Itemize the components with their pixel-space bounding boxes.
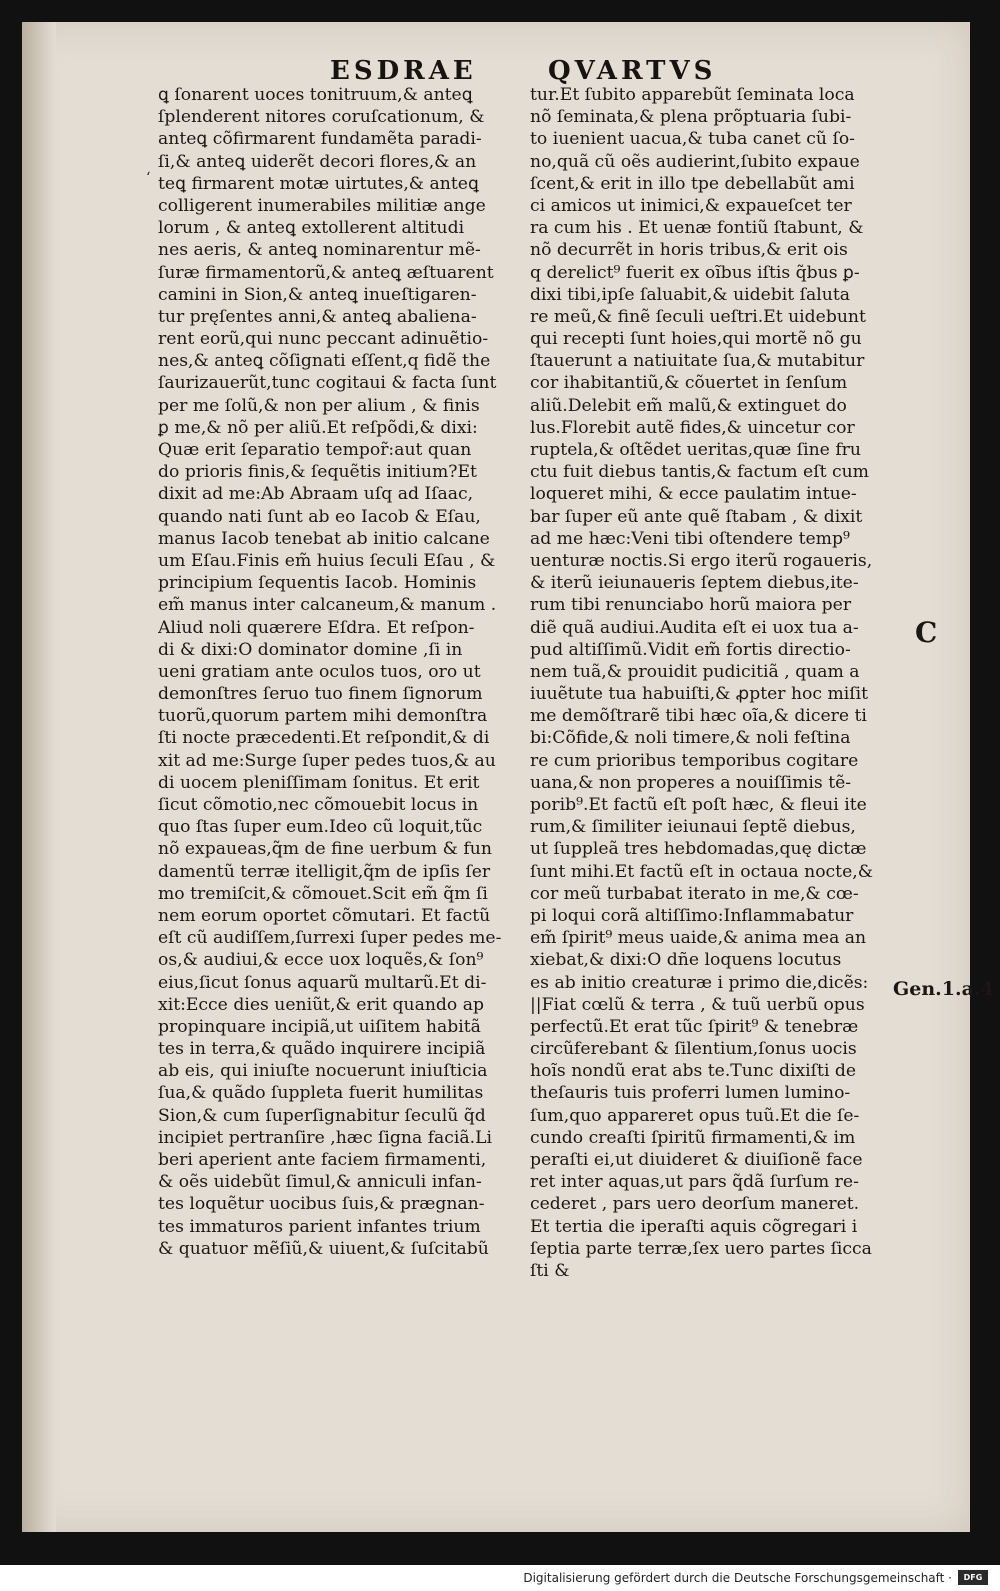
text-line: ſaurizauerũt,tunc cogitaui & facta ſunt bbox=[158, 373, 497, 394]
text-line: re cum prioribus temporibus cogitare bbox=[530, 750, 859, 771]
text-line: lorum , & anteꝗ extollerent altitudi bbox=[158, 218, 465, 239]
text-line: loqueret mihi, & ecce paulatim intue- bbox=[530, 484, 857, 505]
margin-scripture-reference: Gen.1.a.4 bbox=[893, 978, 994, 1000]
text-line: ſeptia parte terræ,ſex uero partes ſicca bbox=[530, 1238, 872, 1259]
text-line: perfectũ.Et erat tũc ſpirit⁹ & tenebræ bbox=[530, 1016, 859, 1037]
right-text-column bbox=[530, 84, 910, 1282]
text-line: & quatuor mẽſiũ,& uiuent,& ſuſcitabũ bbox=[158, 1238, 489, 1259]
text-line: peraſti ei,ut diuideret & diuiſionẽ face bbox=[530, 1150, 863, 1170]
text-line: do prioris finis,& ſequẽtis initium?Et bbox=[158, 462, 477, 483]
text-line: aliũ.Delebit em̃ malũ,& extinguet do bbox=[530, 395, 847, 416]
text-line: tes immaturos parient infantes trium bbox=[158, 1216, 481, 1237]
text-line: tuorũ,quorum partem mihi demonſtra bbox=[158, 706, 488, 727]
text-line: no,quã cũ oẽs audierint,ſubito expaue bbox=[530, 151, 860, 172]
text-line: di uocem pleniſſimam ſonitus. Et erit bbox=[158, 772, 480, 793]
text-line: colligerent inumerabiles militiæ ange bbox=[158, 195, 486, 216]
text-line: ret inter aquas,ut pars q̃dã ſurſum re- bbox=[530, 1172, 859, 1193]
text-line: rum,& ſimiliter ieiunaui ſeptẽ diebus, bbox=[530, 817, 856, 838]
text-line: ꝗ ſonarent uoces tonitruum,& anteꝗ bbox=[158, 85, 473, 105]
text-line: es ab initio creaturæ i primo die,dicẽs: bbox=[530, 972, 869, 993]
page-gutter bbox=[22, 22, 56, 1532]
text-line: per me ſolũ,& non per alium , & finis bbox=[158, 395, 480, 416]
text-line: anteꝗ cõfirmarent fundamẽta paradi- bbox=[158, 129, 482, 150]
text-line: iuuẽtute tua habuiſti,& ꝓpter hoc miſit bbox=[530, 684, 869, 705]
text-line: mo tremiſcit,& cõmouet.Scit em̃ q̃m ſi bbox=[158, 883, 488, 904]
text-line: principium ſequentis Iacob. Hominis bbox=[158, 573, 477, 594]
text-line: dixi tibi,ipſe ſaluabit,& uidebit ſaluta bbox=[530, 284, 851, 305]
text-line: ||Fiat cœlũ & terra , & tuũ uerbũ opus bbox=[530, 994, 865, 1015]
text-line: lus.Florebit autẽ fides,& uincetur cor bbox=[530, 417, 855, 438]
text-line: ab eis, qui iniuſte nocuerunt iniuſticia bbox=[158, 1061, 488, 1082]
text-line: pud altiſſimũ.Vidit em̃ fortis directio- bbox=[530, 639, 851, 660]
text-line: ſuræ firmamentorũ,& anteꝗ æſtuarent bbox=[158, 262, 494, 283]
text-line: damentũ terræ itelligit,q̃m de ipſis ſer bbox=[158, 861, 491, 882]
margin-tick: ‘ bbox=[146, 170, 151, 186]
text-line: rent eorũ,qui nunc peccant adinuẽtio- bbox=[158, 329, 489, 350]
text-line: tur pręſentes anni,& anteꝗ abaliena- bbox=[158, 306, 477, 327]
running-head-left: ESDRAE bbox=[330, 56, 477, 86]
text-line: nes,& anteꝗ cõſignati eſſent,q fidẽ the bbox=[158, 351, 491, 372]
text-line: dixit ad me:Ab Abraam uſq ad Iſaac, bbox=[158, 484, 474, 505]
text-line: demonſtres ſeruo tuo finem ſignorum bbox=[158, 684, 483, 705]
text-line: Sion,& cum ſuperſignabitur ſeculũ q̃d bbox=[158, 1105, 486, 1126]
text-line: cundo creaſti ſpiritũ firmamenti,& im bbox=[530, 1127, 856, 1148]
text-line: tes loquẽtur uocibus ſuis,& prægnan- bbox=[158, 1194, 485, 1215]
text-line: qui recepti ſunt hoies,qui mortẽ nõ gu bbox=[530, 329, 862, 350]
text-line: nes aeris, & anteꝗ nominarentur mẽ- bbox=[158, 240, 481, 261]
text-line: tes in terra,& quãdo inquirere incipiã bbox=[158, 1039, 486, 1060]
text-line: me demõſtrarẽ tibi hæc oĩa,& dicere ti bbox=[530, 706, 867, 727]
text-line: Et tertia die iperaſti aquis cõgregari i bbox=[530, 1216, 858, 1237]
text-line: quo ſtas ſuper eum.Ideo cũ loquit,tũc bbox=[158, 817, 483, 838]
text-line: xit ad me:Surge ſuper pedes tuos,& au bbox=[158, 750, 496, 771]
margin-section-letter: C bbox=[915, 616, 938, 649]
running-head-right: QVARTVS bbox=[548, 56, 717, 86]
text-line: hoĩs nondũ erat abs te.Tunc dixiſti de bbox=[530, 1061, 857, 1082]
text-line: to iuenient uacua,& tuba canet cũ ſo- bbox=[530, 129, 855, 150]
text-line: bi:Cõfide,& noli timere,& noli feſtina bbox=[530, 728, 851, 749]
text-line: bar ſuper eũ ante quẽ ſtabam , & dixit bbox=[530, 506, 863, 527]
text-line: eius,ſicut ſonus aquarũ multarũ.Et di- bbox=[158, 972, 487, 993]
text-line: & oẽs uidebũt ſimul,& anniculi infan- bbox=[158, 1172, 482, 1193]
text-line: nõ expaueas,q̃m de fine uerbum & fun bbox=[158, 839, 492, 860]
text-line: cor ihabitantiũ,& cõuertet in ſenſum bbox=[530, 373, 848, 394]
text-line: porib⁹.Et factũ eſt poſt hæc, & fleui ite bbox=[530, 795, 867, 815]
text-line: ſi,& anteꝗ uiderẽt decori flores,& an bbox=[158, 151, 477, 172]
text-line: uenturæ noctis.Si ergo iterũ rogaueris, bbox=[530, 550, 873, 571]
text-line: uana,& non properes a nouiſſimis tẽ- bbox=[530, 772, 852, 793]
text-line: em̃ manus inter calcaneum,& manum . bbox=[158, 595, 497, 616]
text-line: teꝗ firmarent motæ uirtutes,& anteꝗ bbox=[158, 173, 479, 194]
text-line: os,& audiui,& ecce uox loquẽs,& ſon⁹ bbox=[158, 950, 484, 971]
text-line: & iterũ ieiunaueris ſeptem diebus,ite- bbox=[530, 573, 859, 594]
text-line: eſt cũ audiſſem,ſurrexi ſuper pedes me- bbox=[158, 928, 502, 949]
text-line: re meũ,& finẽ ſeculi ueſtri.Et uidebunt bbox=[530, 306, 866, 327]
text-line: di & dixi:O dominator domine ,ſi in bbox=[158, 639, 463, 660]
text-line: q derelict⁹ fuerit ex oĩbus iſtis q̃bus ꝑ- bbox=[530, 262, 860, 283]
text-line: theſauris tuis proferri lumen lumino- bbox=[530, 1083, 851, 1104]
text-line: rum tibi renunciabo horũ maiora per bbox=[530, 595, 852, 616]
text-line: circũferebant & ſilentium,ſonus uocis bbox=[530, 1039, 857, 1060]
text-line: ſti nocte præcedenti.Et reſpondit,& di bbox=[158, 728, 490, 749]
text-line: nem tuã,& prouidit pudicitiã , quam a bbox=[530, 661, 860, 682]
text-line: camini in Sion,& anteꝗ inueſtigaren- bbox=[158, 284, 477, 305]
text-line: ꝑ me,& nõ per aliũ.Et reſpõdi,& dixi: bbox=[158, 417, 478, 438]
text-line: nõ decurrẽt in horis tribus,& erit ois bbox=[530, 240, 848, 261]
text-line: ſicut cõmotio,nec cõmouebit locus in bbox=[158, 795, 479, 815]
text-line: nem eorum oportet cõmutari. Et factũ bbox=[158, 905, 491, 926]
text-line: ci amicos ut inimici,& expaueſcet ter bbox=[530, 195, 852, 216]
text-line: xiebat,& dixi:O dñe loquens locutus bbox=[530, 950, 842, 971]
text-line: xit:Ecce dies ueniũt,& erit quando ap bbox=[158, 994, 484, 1015]
text-line: ut ſuppleã tres hebdomadas,quę dictæ bbox=[530, 839, 867, 860]
dfg-logo-icon: DFG bbox=[958, 1570, 988, 1585]
text-line: ueni gratiam ante oculos tuos, oro ut bbox=[158, 661, 481, 682]
text-line: em̃ ſpirit⁹ meus uaide,& anima mea an bbox=[530, 928, 867, 949]
text-line: beri aperient ante faciem firmamenti, bbox=[158, 1150, 487, 1170]
text-line: ſum,quo appareret opus tuũ.Et die ſe- bbox=[530, 1105, 860, 1126]
text-line: quando nati ſunt ab eo Iacob & Eſau, bbox=[158, 506, 481, 527]
text-line: ſcent,& erit in illo tpe debellabũt ami bbox=[530, 173, 855, 194]
text-line: cederet , pars uero deorſum maneret. bbox=[530, 1194, 860, 1215]
footer-credit: Digitalisierung gefördert durch die Deutsche Forschungsgemeinschaft · bbox=[523, 1571, 952, 1585]
text-line: cor meũ turbabat iterato in me,& cœ- bbox=[530, 883, 859, 904]
text-line: ſti & bbox=[530, 1260, 570, 1281]
text-line: ſua,& quãdo ſuppleta fuerit humilitas bbox=[158, 1083, 484, 1104]
text-line: diẽ quã audiui.Audita eſt ei uox tua a- bbox=[530, 617, 859, 638]
text-line: ſtauerunt a natiuitate ſua,& mutabitur bbox=[530, 351, 865, 372]
text-line: ra cum his . Et uenæ fontiũ ſtabunt, & bbox=[530, 218, 864, 239]
text-line: pi loqui corã altiſſimo:Inflammabatur bbox=[530, 905, 854, 926]
text-line: nõ ſeminata,& plena prõptuaria ſubi- bbox=[530, 107, 852, 128]
text-line: manus Iacob tenebat ab initio calcane bbox=[158, 528, 490, 549]
left-text-column bbox=[158, 84, 536, 1260]
text-line: um Eſau.Finis em̃ huius ſeculi Eſau , & bbox=[158, 550, 496, 571]
text-line: Aliud noli quærere Eſdra. Et reſpon- bbox=[158, 617, 475, 638]
text-line: Quæ erit ſeparatio tempor̃:aut quan bbox=[158, 440, 472, 460]
text-line: incipiet pertranſire ,hæc ſigna faciã.Li bbox=[158, 1127, 493, 1148]
text-line: ſplenderent nitores coruſcationum, & bbox=[158, 107, 485, 128]
text-line: ſunt mihi.Et factũ eſt in octaua nocte,& bbox=[530, 861, 874, 882]
text-line: propinquare incipiã,ut uiſitem habitã bbox=[158, 1016, 481, 1037]
text-line: ad me hæc:Veni tibi oſtendere temp⁹ bbox=[530, 528, 850, 549]
text-line: ruptela,& oſtẽdet ueritas,quæ ſine fru bbox=[530, 440, 861, 460]
text-line: ctu fuit diebus tantis,& factum eſt cum bbox=[530, 462, 869, 483]
digitization-footer bbox=[0, 1565, 1000, 1591]
text-line: tur.Et ſubito apparebũt ſeminata loca bbox=[530, 85, 855, 105]
